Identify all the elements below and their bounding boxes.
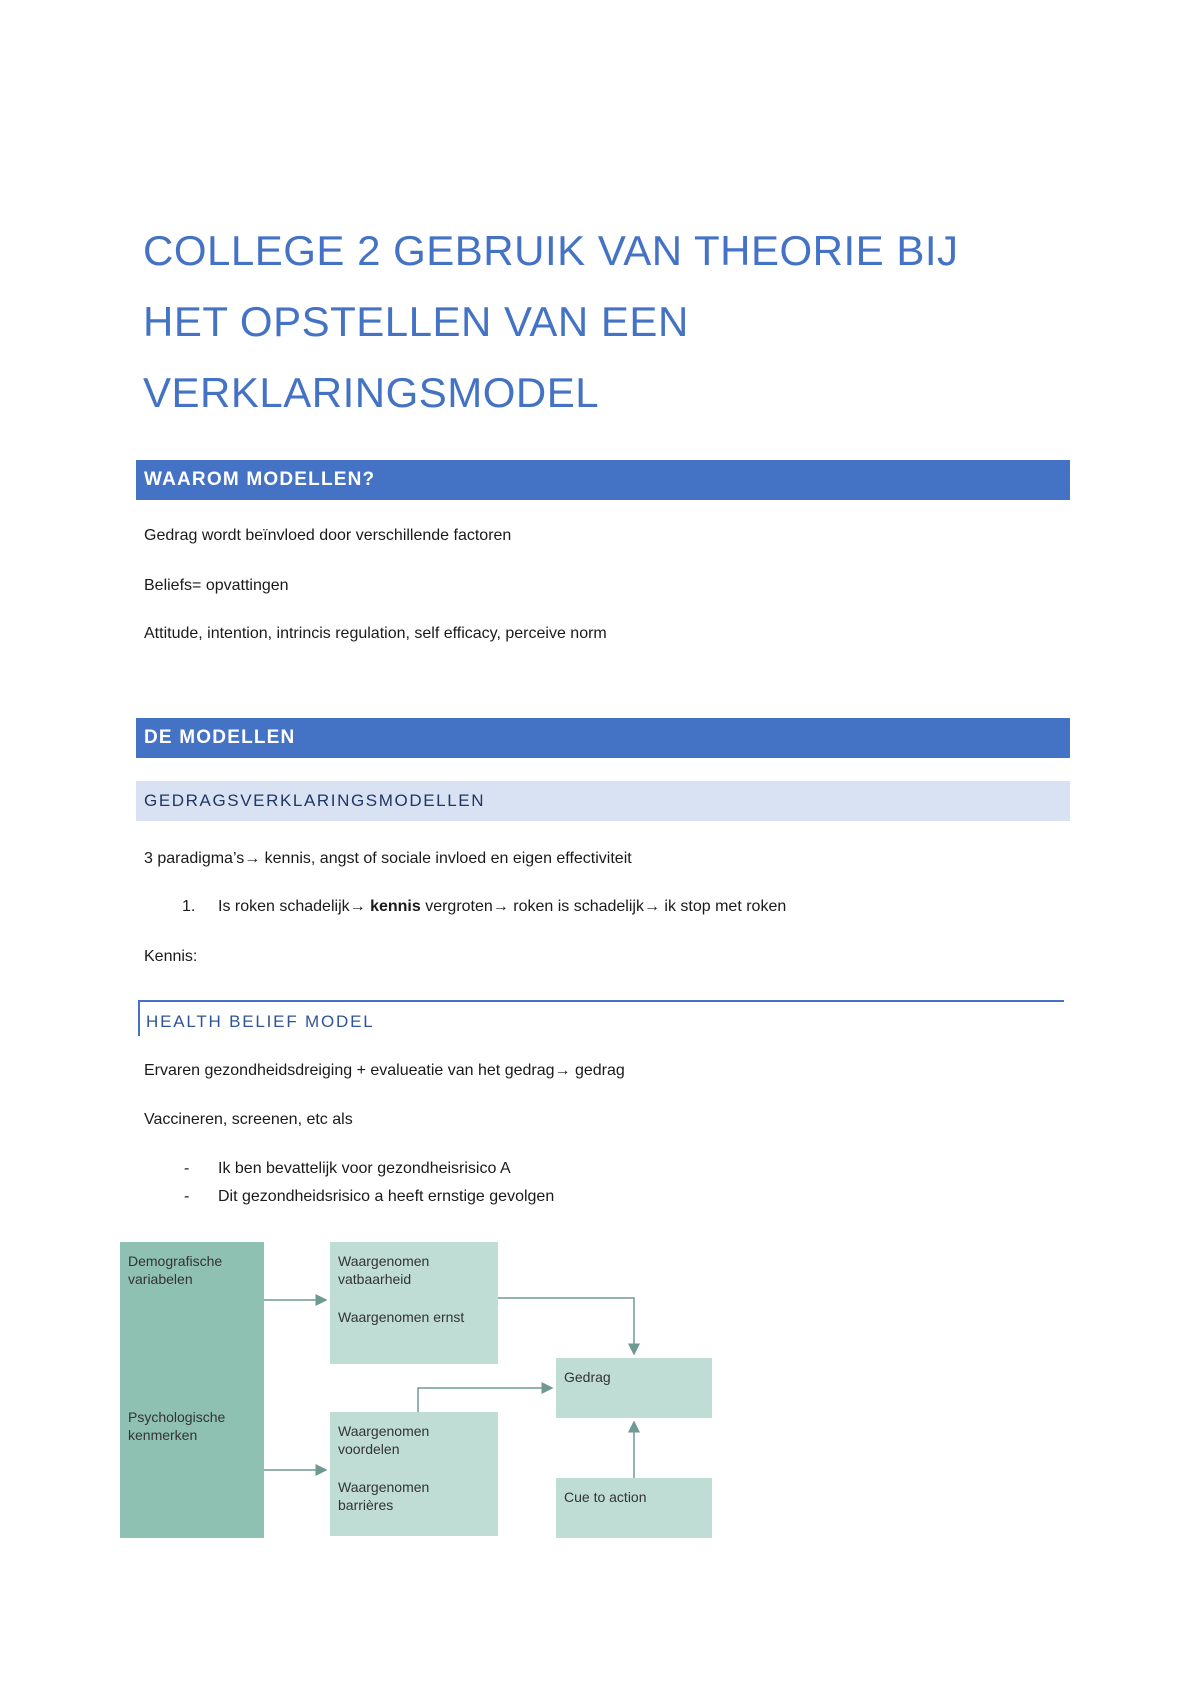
paragraph-attitude: Attitude, intention, intrincis regulation, self efficacy, perceive norm — [144, 625, 607, 642]
paragraph-gedrag: Gedrag wordt beïnvloed door verschillende factoren — [144, 527, 512, 544]
box-text: vatbaarheid — [338, 1271, 412, 1287]
list-item-pre: Is roken schadelijk→ — [218, 898, 371, 915]
bullet-item: Dit gezondheidsrisico a heeft ernstige gevolgen — [218, 1188, 555, 1205]
subheading-gedragsverklaringsmodellen: GEDRAGSVERKLARINGSMODELLEN — [136, 781, 1070, 821]
box-text: barrières — [338, 1497, 394, 1513]
health-belief-model-diagram — [120, 1242, 720, 1538]
title-line-1: COLLEGE 2 GEBRUIK VAN THEORIE BIJ — [143, 227, 959, 274]
paragraph-paradigmas: 3 paradigma’s→ kennis, angst of sociale invloed en eigen effectiviteit — [144, 850, 632, 867]
box-text: kenmerken — [128, 1427, 198, 1443]
box-text: Waargenomen — [338, 1253, 430, 1269]
heading-waarom-modellen: WAAROM MODELLEN? — [136, 460, 1070, 500]
bullet-item: Ik ben bevattelijk voor gezondheisrisico A — [218, 1160, 511, 1177]
paragraph-kennis: Kennis: — [144, 948, 198, 965]
box-text: Psychologische — [128, 1409, 226, 1425]
box-text: variabelen — [128, 1271, 193, 1287]
box-text: Waargenomen — [338, 1423, 430, 1439]
bullet-marker: - — [184, 1160, 190, 1177]
heading-health-belief-model: HEALTH BELIEF MODEL — [138, 1000, 1064, 1036]
diagram-arrows — [120, 1242, 720, 1538]
bullet-marker: - — [184, 1188, 190, 1205]
box-text: Waargenomen — [338, 1479, 430, 1495]
box-text: Waargenomen ernst — [338, 1309, 465, 1325]
paragraph-beliefs: Beliefs= opvattingen — [144, 577, 289, 594]
list-number: 1. — [182, 898, 196, 915]
paragraph-ervaren: Ervaren gezondheidsdreiging + evalueatie van het gedrag→ gedrag — [144, 1062, 625, 1079]
box-text: Cue to action — [564, 1489, 647, 1505]
list-item-post: vergroten→ roken is schadelijk→ ik stop met roken — [420, 898, 787, 915]
arrow-top-to-gedrag — [498, 1298, 634, 1354]
box-text: Demografische — [128, 1253, 223, 1269]
box-text: voordelen — [338, 1441, 400, 1457]
list-item-text — [218, 898, 786, 916]
list-item-bold: kennis — [370, 898, 421, 915]
document-title — [143, 215, 1043, 428]
title-line-3: VERKLARINGSMODEL — [143, 369, 600, 416]
arrow-bottom-to-gedrag — [418, 1388, 552, 1412]
title-line-2: HET OPSTELLEN VAN EEN — [143, 298, 689, 345]
box-text: Gedrag — [564, 1369, 611, 1385]
paragraph-vaccineren: Vaccineren, screenen, etc als — [144, 1111, 353, 1128]
heading-de-modellen: DE MODELLEN — [136, 718, 1070, 758]
